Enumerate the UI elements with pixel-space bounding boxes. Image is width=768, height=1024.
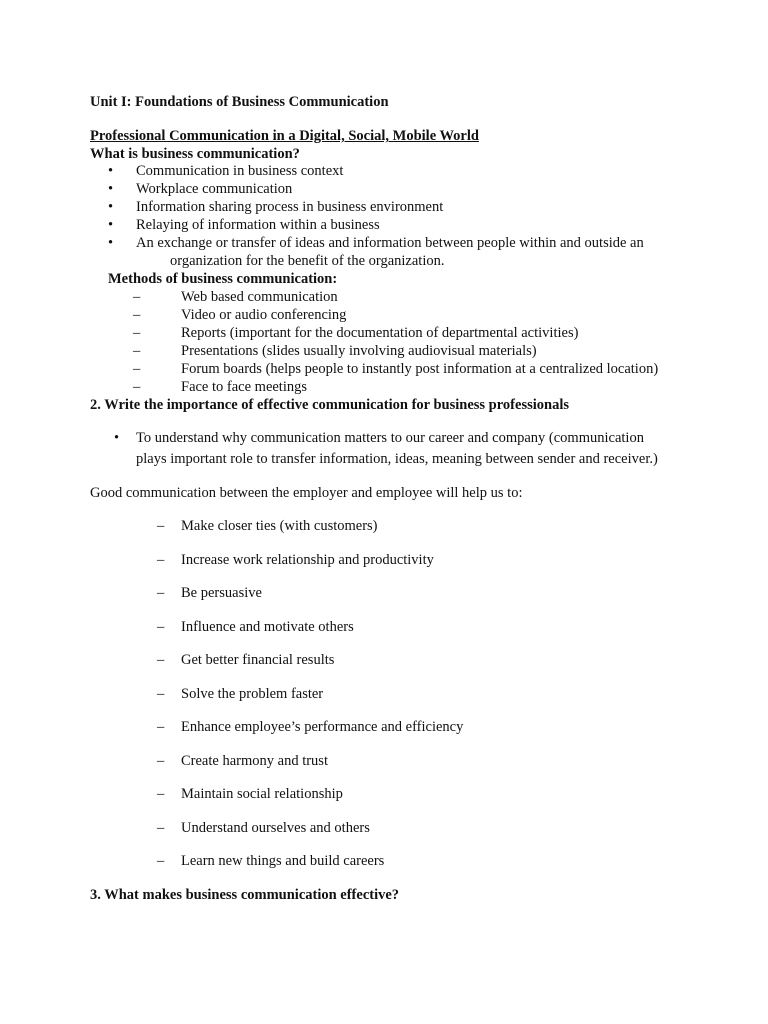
list-item: Information sharing process in business environment — [136, 199, 444, 215]
dash-marker: – — [133, 307, 141, 323]
bullet-marker: • — [114, 430, 120, 446]
list-item: An exchange or transfer of ideas and information between people within and outside an — [136, 235, 644, 251]
list-item: Enhance employee’s performance and efficiency — [181, 719, 464, 735]
list-item-continuation: organization for the benefit of the organization. — [170, 253, 445, 269]
list-item: Face to face meetings — [181, 379, 308, 395]
list-item: Maintain social relationship — [181, 786, 343, 802]
dash-marker: – — [157, 753, 165, 769]
dash-marker: – — [157, 619, 165, 635]
list-item: Get better financial results — [181, 652, 335, 668]
unit-title: Unit I: Foundations of Business Communication — [90, 94, 389, 110]
bullet-marker: • — [108, 199, 114, 215]
dash-marker: – — [157, 518, 165, 534]
list-item: Video or audio conferencing — [181, 307, 347, 323]
list-item: Solve the problem faster — [181, 686, 324, 702]
question-2: 2. Write the importance of effective communication for business professionals — [90, 397, 569, 413]
bullet-marker: • — [108, 181, 114, 197]
list-item: Communication in business context — [136, 163, 344, 179]
list-item: Presentations (slides usually involving audiovisual materials) — [181, 343, 537, 359]
dash-marker: – — [157, 552, 165, 568]
importance-bullet-line2: plays important role to transfer information, ideas, meaning between sender and receiver.) — [136, 451, 658, 467]
list-item: Understand ourselves and others — [181, 820, 370, 836]
methods-heading: Methods of business communication: — [108, 271, 338, 287]
dash-marker: – — [157, 686, 165, 702]
importance-bullet-line1: To understand why communication matters to our career and company (communication — [136, 430, 644, 446]
dash-marker: – — [157, 652, 165, 668]
dash-marker: – — [157, 786, 165, 802]
list-item: Make closer ties (with customers) — [181, 518, 378, 534]
benefits-intro: Good communication between the employer and employee will help us to: — [90, 485, 523, 501]
dash-marker: – — [133, 325, 141, 341]
list-item: Relaying of information within a business — [136, 217, 380, 233]
dash-marker: – — [157, 585, 165, 601]
dash-marker: – — [157, 853, 165, 869]
list-item: Web based communication — [181, 289, 338, 305]
list-item: Workplace communication — [136, 181, 293, 197]
list-item: Forum boards (helps people to instantly post information at a centralized location) — [181, 361, 659, 377]
question-3: 3. What makes business communication effective? — [90, 887, 400, 903]
list-item: Be persuasive — [181, 585, 262, 601]
list-item: Create harmony and trust — [181, 753, 328, 769]
section-title: Professional Communication in a Digital, Social, Mobile World — [90, 128, 479, 144]
dash-marker: – — [157, 820, 165, 836]
bullet-marker: • — [108, 163, 114, 179]
list-item: Learn new things and build careers — [181, 853, 385, 869]
list-item: Influence and motivate others — [181, 619, 354, 635]
list-item: Reports (important for the documentation of departmental activities) — [181, 325, 579, 341]
dash-marker: – — [133, 289, 141, 305]
dash-marker: – — [133, 361, 141, 377]
question-1: What is business communication? — [90, 146, 300, 162]
bullet-marker: • — [108, 235, 114, 251]
dash-marker: – — [157, 719, 165, 735]
dash-marker: – — [133, 343, 141, 359]
bullet-marker: • — [108, 217, 114, 233]
list-item: Increase work relationship and productivity — [181, 552, 434, 568]
dash-marker: – — [133, 379, 141, 395]
